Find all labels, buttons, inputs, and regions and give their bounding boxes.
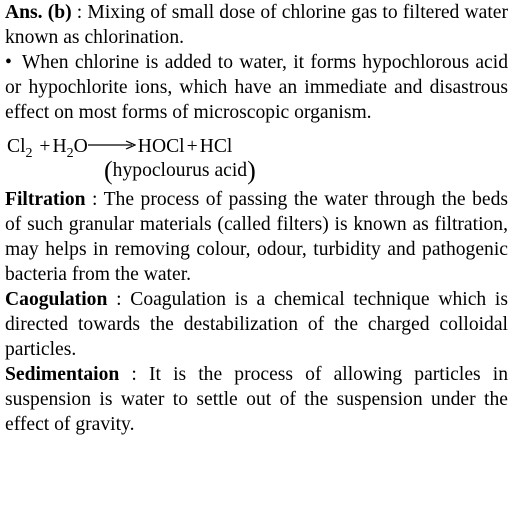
reaction-arrow-icon (88, 140, 136, 150)
hydrogen-subscript: 2 (66, 146, 74, 161)
filtration-text: The process of passing the water through the beds of such granular materials (called filters) is known as filtration, may helps in removing colour, odour, turbidity and pathogenic bacteria from the water. (5, 189, 508, 285)
plus-sign: + (39, 136, 51, 157)
bullet-paragraph (5, 50, 508, 125)
product-hcl: HCl (199, 136, 233, 157)
answer-paragraph (5, 0, 508, 50)
product-hocl: HOCl (137, 136, 185, 157)
chemical-equation (5, 135, 508, 187)
close-paren: ) (247, 156, 256, 185)
answer-document (5, 0, 508, 437)
coagulation-text: Coagulation is a chemical technique which is directed towards the destabilization of the charged colloidal particles. (5, 289, 508, 360)
filtration-term: Filtration (5, 189, 86, 210)
sedimentation-separator: : (119, 364, 149, 385)
answer-label: Ans. (b) (5, 2, 72, 23)
chlorine-subscript: 2 (25, 146, 33, 161)
answer-separator: : (71, 2, 88, 23)
bullet-icon: • (5, 52, 12, 73)
bullet-text: When chlorine is added to water, it forms hypochlorous acid or hypochlorite ions, which have an immediate and disastrous effect on most forms of microscopic organism. (5, 52, 508, 123)
answer-text: Mixing of small dose of chlorine gas to filtered water known as chlorination. (5, 2, 509, 48)
plus-sign: + (186, 136, 198, 157)
sedimentation-text: It is the process of allowing particles in suspension is water to settle out of the suspension under the effect of gravity. (5, 364, 508, 435)
reactant-chlorine: Cl (7, 136, 26, 157)
equation-note (104, 157, 256, 185)
note-text: hypoclourus acid (112, 160, 248, 181)
sedimentation-term: Sedimentaion (5, 364, 120, 385)
coagulation-paragraph (5, 287, 508, 362)
reactant-oxygen: O (73, 136, 88, 157)
filtration-paragraph (5, 187, 508, 287)
filtration-separator: : (85, 189, 104, 210)
reactant-hydrogen: H (52, 136, 67, 157)
sedimentation-paragraph (5, 362, 508, 437)
coagulation-term: Caogulation (5, 289, 108, 310)
open-paren: ( (104, 156, 113, 185)
coagulation-separator: : (107, 289, 131, 310)
